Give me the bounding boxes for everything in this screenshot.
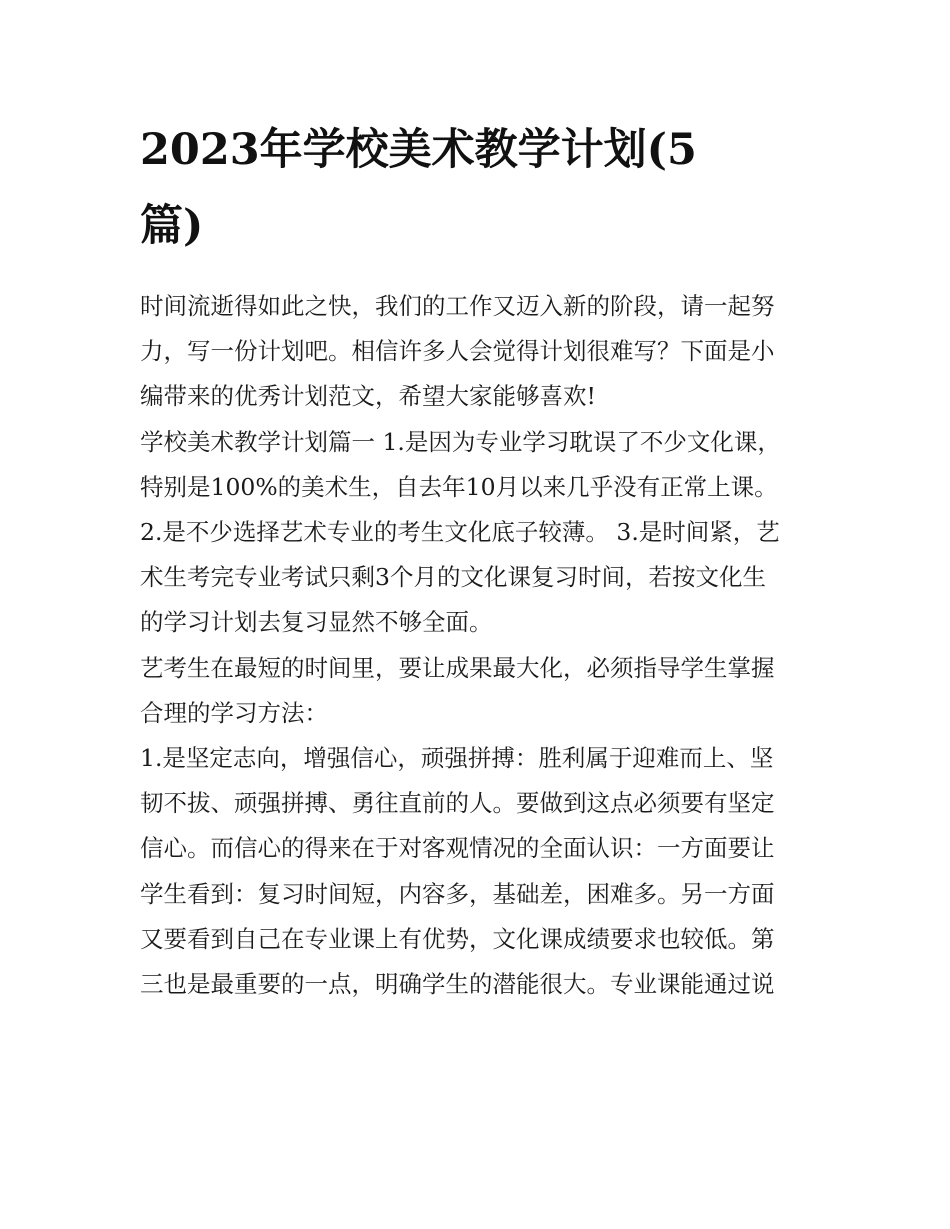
text-line: 术生考完专业考试只剩3个月的文化课复习时间，若按文化生 (140, 563, 766, 592)
document-body (140, 284, 815, 1007)
paragraph-methods-intro (140, 646, 815, 736)
text-line: 信心。而信心的得来在于对客观情况的全面认识：一方面要让 (140, 834, 775, 863)
text-line: 学校美术教学计划篇一 1.是因为专业学习耽误了不少文化课， (140, 427, 781, 456)
text-line: 的学习计划去复习显然不够全面。 (140, 608, 493, 637)
text-line: 力，写一份计划吧。相信许多人会觉得计划很难写？下面是小 (140, 337, 775, 366)
text-line: 韧不拔、顽强拼搏、勇往直前的人。要做到这点必须要有坚定 (140, 789, 775, 818)
text-line: 合理的学习方法： (140, 698, 328, 727)
text-line: 学生看到：复习时间短，内容多，基础差，困难多。另一方面 (140, 879, 775, 908)
text-line: 特别是100%的美术生，自去年10月以来几乎没有正常上课。 (140, 472, 778, 501)
document-title (140, 112, 815, 264)
text-line: 又要看到自己在专业课上有优势，文化课成绩要求也较低。第 (140, 924, 775, 953)
text-line: 编带来的优秀计划范文，希望大家能够喜欢! (140, 382, 596, 411)
text-line: 三也是最重要的一点，明确学生的潜能很大。专业课能通过说 (140, 970, 775, 999)
paragraph-intro (140, 284, 815, 420)
text-line: 2.是不少选择艺术专业的考生文化底子较薄。 3.是时间紧，艺 (140, 518, 780, 547)
document-page (140, 112, 815, 1007)
paragraph-plan-one (140, 420, 815, 646)
text-line: 1.是坚定志向，增强信心，顽强拼搏：胜利属于迎难而上、坚 (140, 744, 774, 773)
text-line: 艺考生在最短的时间里，要让成果最大化，必须指导学生掌握 (140, 653, 775, 682)
paragraph-method-one (140, 736, 815, 1007)
title-line-2: 篇) (140, 201, 204, 251)
title-line-1: 2023年学校美术教学计划(5 (140, 125, 697, 175)
text-line: 时间流逝得如此之快，我们的工作又迈入新的阶段，请一起努 (140, 292, 775, 320)
